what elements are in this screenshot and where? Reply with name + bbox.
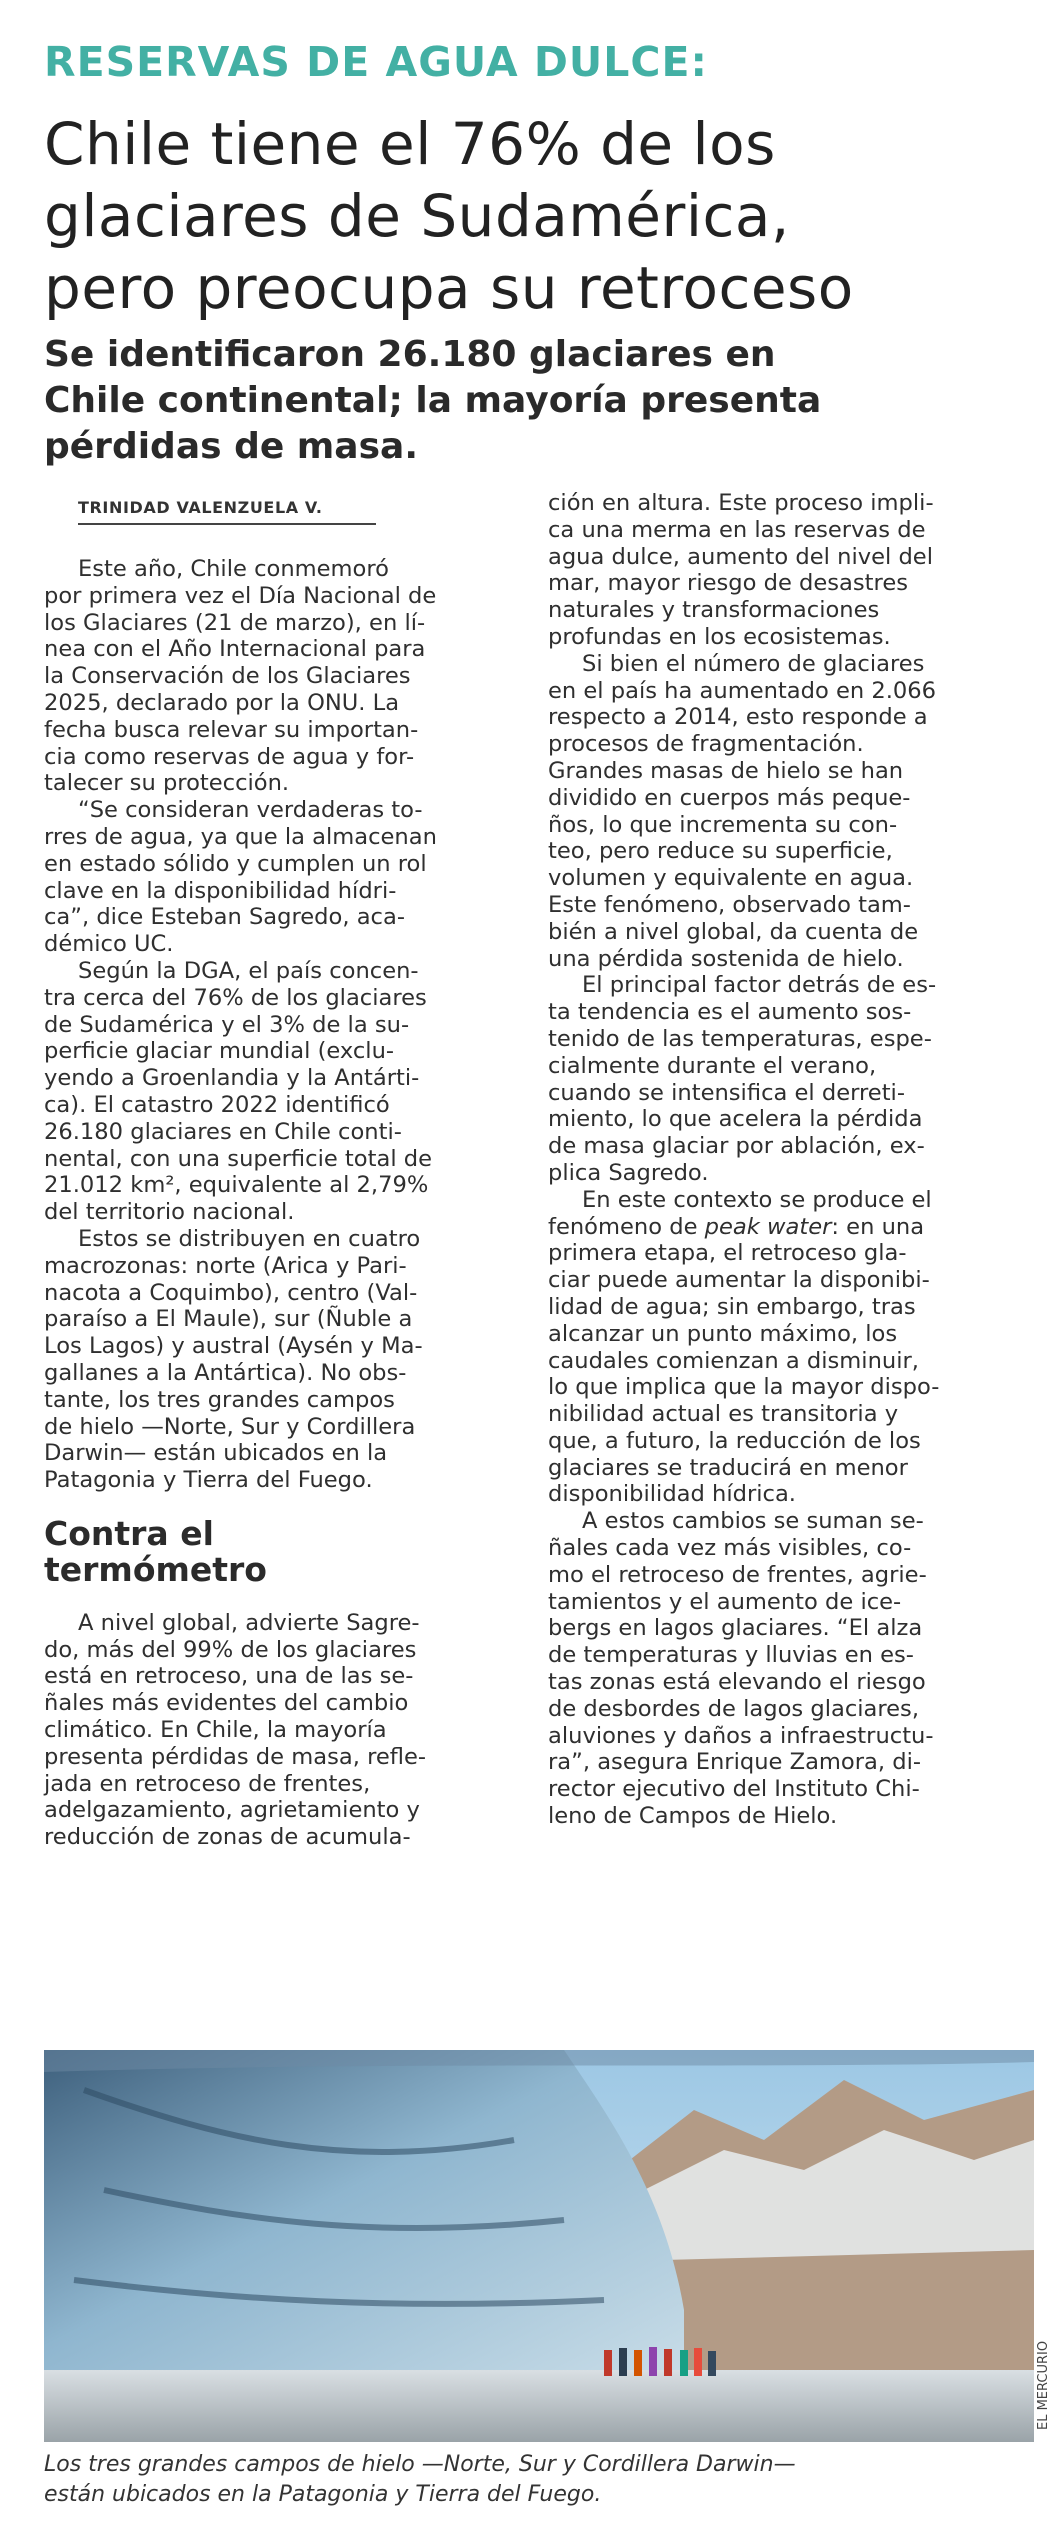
text-line: de Sudamérica y el 3% de la su- (44, 1011, 410, 1038)
text-line: tamientos y el aumento de ice- (548, 1588, 902, 1615)
text-line: Estos se distribuyen en cuatro (78, 1225, 421, 1252)
text-line: A estos cambios se suman se- (582, 1508, 924, 1535)
text-line: por primera vez el Día Nacional de (44, 582, 437, 609)
text-line: nibilidad actual es transitoria y (548, 1401, 899, 1428)
text-line: dividido en cuerpos más peque- (548, 784, 911, 811)
text-line: cuando se intensifica el derreti- (548, 1079, 905, 1106)
ice-cave-wall (44, 2050, 684, 2380)
headline-line: pero preocupa su retroceso (44, 254, 854, 322)
text-line: que, a futuro, la reducción de los (548, 1427, 921, 1454)
text-line: ca). El catastro 2022 identificó (44, 1091, 390, 1118)
text-line: tenido de las temperaturas, espe- (548, 1025, 932, 1052)
glacier-photo (44, 2050, 1034, 2442)
text-line: ños, lo que incrementa su con- (548, 811, 898, 838)
text-line: El principal factor detrás de es- (582, 972, 937, 999)
snowy-ground (44, 2370, 1034, 2442)
text-line: los Glaciares (21 de marzo), en lí- (44, 609, 426, 636)
text-line: nacota a Coquimbo), centro (Val- (44, 1279, 418, 1306)
text-line: de masa glaciar por ablación, ex- (548, 1133, 925, 1160)
text-line: caudales comienzan a disminuir, (548, 1347, 919, 1374)
text-line: teo, pero reduce su superficie, (548, 838, 893, 865)
text-line: Grandes masas de hielo se han (548, 757, 904, 784)
section-subhead (44, 1513, 524, 1589)
caption-line: están ubicados en la Patagonia y Tierra del Fuego. (44, 2482, 602, 2507)
text-line: ción en altura. Este proceso impli- (548, 490, 934, 516)
text-line: cia como reservas de agua y for- (44, 743, 415, 770)
text-line: miento, lo que acelera la pérdida (548, 1106, 923, 1133)
text-fragment: : en una (831, 1213, 925, 1240)
text-line: bergs en lagos glaciares. “El alza (548, 1615, 923, 1642)
photo-credit (1034, 2050, 1058, 2442)
text-line: clave en la disponibilidad hídri- (44, 877, 397, 904)
headline (44, 108, 1034, 324)
text-line: démico UC. (44, 931, 174, 958)
photo-credit-text: EL MERCURIO (1036, 2340, 1051, 2430)
text-line: volumen y equivalente en agua. (548, 865, 914, 892)
text-line: ta tendencia es el aumento sos- (548, 999, 912, 1026)
text-line: ñales cada vez más visibles, co- (548, 1535, 912, 1562)
text-line: Según la DGA, el país concen- (78, 957, 419, 984)
text-line: talecer su protección. (44, 770, 290, 797)
text-line: rres de agua, ya que la almacenan (44, 823, 437, 850)
text-line: disponibilidad hídrica. (548, 1481, 796, 1508)
text-line: jada en retroceso de frentes, (44, 1770, 371, 1797)
text-line: en el país ha aumentado en 2.066 (548, 677, 937, 704)
text-line: cialmente durante el verano, (548, 1052, 877, 1079)
photo-caption (44, 2450, 1034, 2510)
peak-water-term: peak water (704, 1213, 832, 1240)
text-line: agua dulce, aumento del nivel del (548, 543, 933, 570)
byline-underline (78, 523, 376, 525)
text-line: Patagonia y Tierra del Fuego. (44, 1467, 373, 1494)
text-line: leno de Campos de Hielo. (548, 1803, 838, 1830)
text-line: respecto a 2014, esto responde a (548, 704, 928, 731)
text-line: 21.012 km², equivalente al 2,79% (44, 1172, 429, 1199)
text-line: reducción de zonas de acumula- (44, 1824, 411, 1851)
text-line: yendo a Groenlandia y la Antárti- (44, 1065, 420, 1092)
text-line: ca”, dice Esteban Sagredo, aca- (44, 904, 405, 931)
text-line: gallanes a la Antártica). No obs- (44, 1359, 407, 1386)
text-line: plica Sagredo. (548, 1159, 709, 1186)
text-line: en estado sólido y cumplen un rol (44, 850, 427, 877)
text-line: mar, mayor riesgo de desastres (548, 570, 908, 597)
text-line: 2025, declarado por la ONU. La (44, 689, 400, 716)
text-line: adelgazamiento, agrietamiento y (44, 1797, 420, 1824)
text-line: 26.180 glaciares en Chile conti- (44, 1118, 402, 1145)
text-line: lo que implica que la mayor dispo- (548, 1374, 940, 1401)
text-line: Este fenómeno, observado tam- (548, 891, 911, 918)
text-line: del territorio nacional. (44, 1199, 295, 1226)
text-line: una pérdida sostenida de hielo. (548, 945, 904, 972)
text-line: A nivel global, advierte Sagre- (78, 1609, 420, 1636)
text-line: macrozonas: norte (Arica y Pari- (44, 1252, 407, 1279)
kicker-section-label: RESERVAS DE AGUA DULCE: (44, 38, 708, 86)
headline-line: glaciares de Sudamérica, (44, 182, 790, 250)
glacier-illustration (44, 2050, 1034, 2442)
article-column-right (548, 490, 1028, 1830)
text-line: fecha busca relevar su importan- (44, 716, 419, 743)
headline-line: Chile tiene el 76% de los (44, 110, 776, 178)
text-line: la Conservación de los Glaciares (44, 663, 411, 690)
subtitle-deck (44, 332, 1034, 470)
subhead-line: Contra el (44, 1513, 214, 1553)
deck-line: Chile continental; la mayoría presenta (44, 380, 822, 421)
text-fragment: fenómeno de (548, 1213, 705, 1240)
text-line: primera etapa, el retroceso gla- (548, 1240, 907, 1267)
text-line: tante, los tres grandes campos (44, 1386, 395, 1413)
subhead-line: termómetro (44, 1549, 267, 1589)
deck-line: Se identificaron 26.180 glaciares en (44, 334, 776, 375)
text-line: nea con el Año Internacional para (44, 636, 426, 663)
text-line: profundas en los ecosistemas. (548, 623, 891, 650)
text-line: ñales más evidentes del cambio (44, 1690, 409, 1717)
text-line: naturales y transformaciones (548, 597, 880, 624)
text-line: tra cerca del 76% de los glaciares (44, 984, 427, 1011)
text-line: de temperaturas y lluvias en es- (548, 1642, 914, 1669)
text-line: ca una merma en las reservas de (548, 516, 926, 543)
text-line: Darwin— están ubicados en la (44, 1440, 388, 1467)
text-line: tas zonas está elevando el riesgo (548, 1669, 926, 1696)
text-line: aluviones y daños a infraestructu- (548, 1722, 934, 1749)
text-line: ra”, asegura Enrique Zamora, di- (548, 1749, 922, 1776)
caption-line: Los tres grandes campos de hielo —Norte, Sur y Cordillera Darwin— (44, 2452, 796, 2477)
text-line: de hielo —Norte, Sur y Cordillera (44, 1413, 416, 1440)
text-line: nental, con una superficie total de (44, 1145, 433, 1172)
text-line: Si bien el número de glaciares (582, 650, 925, 677)
text-line: climático. En Chile, la mayoría (44, 1717, 387, 1744)
text-line: alcanzar un punto máximo, los (548, 1320, 898, 1347)
deck-line: pérdidas de masa. (44, 426, 418, 467)
text-line (548, 1214, 1028, 1241)
author-byline: TRINIDAD VALENZUELA V. (78, 498, 323, 517)
text-line: mo el retroceso de frentes, agrie- (548, 1561, 927, 1588)
text-line: perficie glaciar mundial (exclu- (44, 1038, 395, 1065)
text-line: paraíso a El Maule), sur (Ñuble a (44, 1306, 413, 1333)
text-line: Los Lagos) y austral (Aysén y Ma- (44, 1333, 423, 1360)
text-line: glaciares se traducirá en menor (548, 1454, 908, 1481)
article-column-left (44, 556, 524, 1851)
text-line: presenta pérdidas de masa, refle- (44, 1743, 427, 1770)
text-line: bién a nivel global, da cuenta de (548, 918, 919, 945)
text-line: de desbordes de lagos glaciares, (548, 1695, 920, 1722)
text-line: ciar puede aumentar la disponibi- (548, 1267, 930, 1294)
text-line: Este año, Chile conmemoró (78, 556, 389, 582)
text-line: En este contexto se produce el (582, 1186, 932, 1213)
text-line: do, más del 99% de los glaciares (44, 1636, 417, 1663)
text-line: lidad de agua; sin embargo, tras (548, 1293, 916, 1320)
text-line: está en retroceso, una de las se- (44, 1663, 414, 1690)
text-line: procesos de fragmentación. (548, 731, 864, 758)
text-line: rector ejecutivo del Instituto Chi- (548, 1776, 920, 1803)
text-line: “Se consideran verdaderas to- (78, 797, 423, 824)
